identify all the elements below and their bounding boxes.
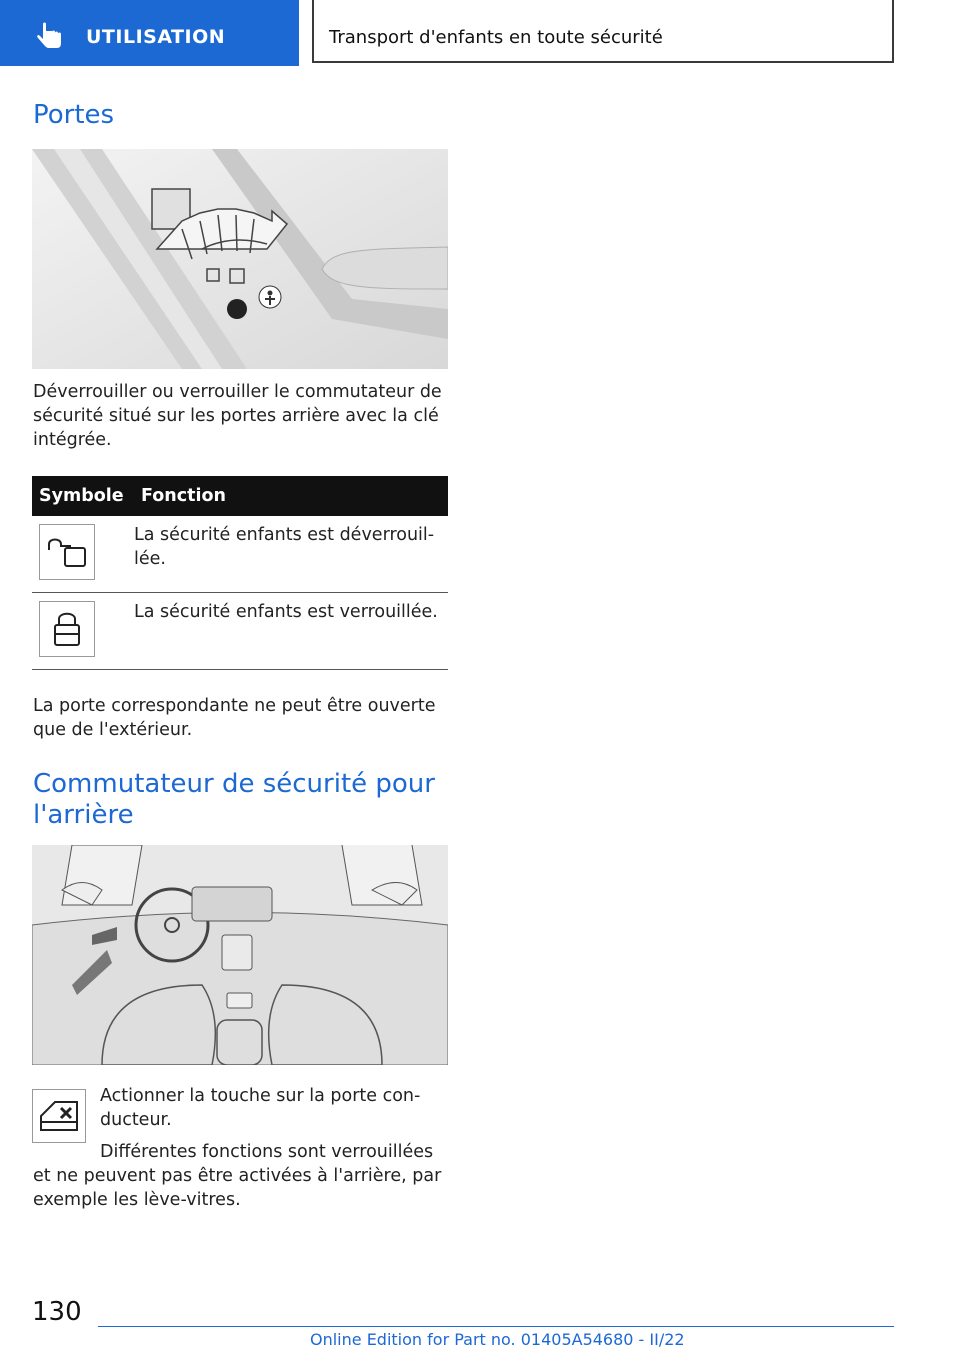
- chapter-tab: [312, 0, 894, 63]
- table-row: [32, 516, 448, 593]
- commutateur-paragraph-1: Actionner la touche sur la porte conducteur.: [100, 1086, 421, 1130]
- table-header-function: Fonction: [134, 476, 448, 516]
- door-lock-illustration: [32, 149, 448, 369]
- unlocked-padlock-icon: [39, 524, 95, 580]
- footer-rule: [98, 1326, 894, 1327]
- chapter-title: Transport d'enfants en toute sécurité: [329, 27, 663, 48]
- section-heading-commutateur: Commutateur de sécurité pour l'arrière: [33, 769, 435, 830]
- table-row: [32, 593, 448, 670]
- page-number: 130: [32, 1297, 82, 1327]
- portes-note: La porte correspondante ne peut être ouverte que de l'extérieur.: [33, 696, 436, 740]
- edition-label: Online Edition for Part no. 01405A54680 - II/22: [310, 1330, 685, 1349]
- window-lock-button-icon: [32, 1089, 86, 1143]
- section-heading-portes: Portes: [33, 100, 115, 130]
- row-text-locked: La sécurité enfants est verrouillée.: [134, 602, 438, 622]
- portes-paragraph: Déverrouiller ou verrouiller le commutateur de sécurité situé sur les portes arrière avec la clé intégrée.: [33, 382, 442, 450]
- section-label: UTILISATION: [86, 26, 226, 48]
- hand-pointer-icon: [34, 20, 66, 52]
- row-text-unlocked: La sécurité enfants est déverrouillée.: [134, 525, 435, 569]
- commutateur-paragraph-2: Différentes fonctions sont verrouillées et ne peuvent pas être activées à l'arrière, par exemple les lève-vitres.: [33, 1142, 442, 1210]
- section-tab: [0, 0, 299, 66]
- symbol-table: [32, 476, 448, 670]
- table-header-symbol: Symbole: [32, 476, 134, 516]
- locked-padlock-icon: [39, 601, 95, 657]
- dashboard-illustration: [32, 845, 448, 1065]
